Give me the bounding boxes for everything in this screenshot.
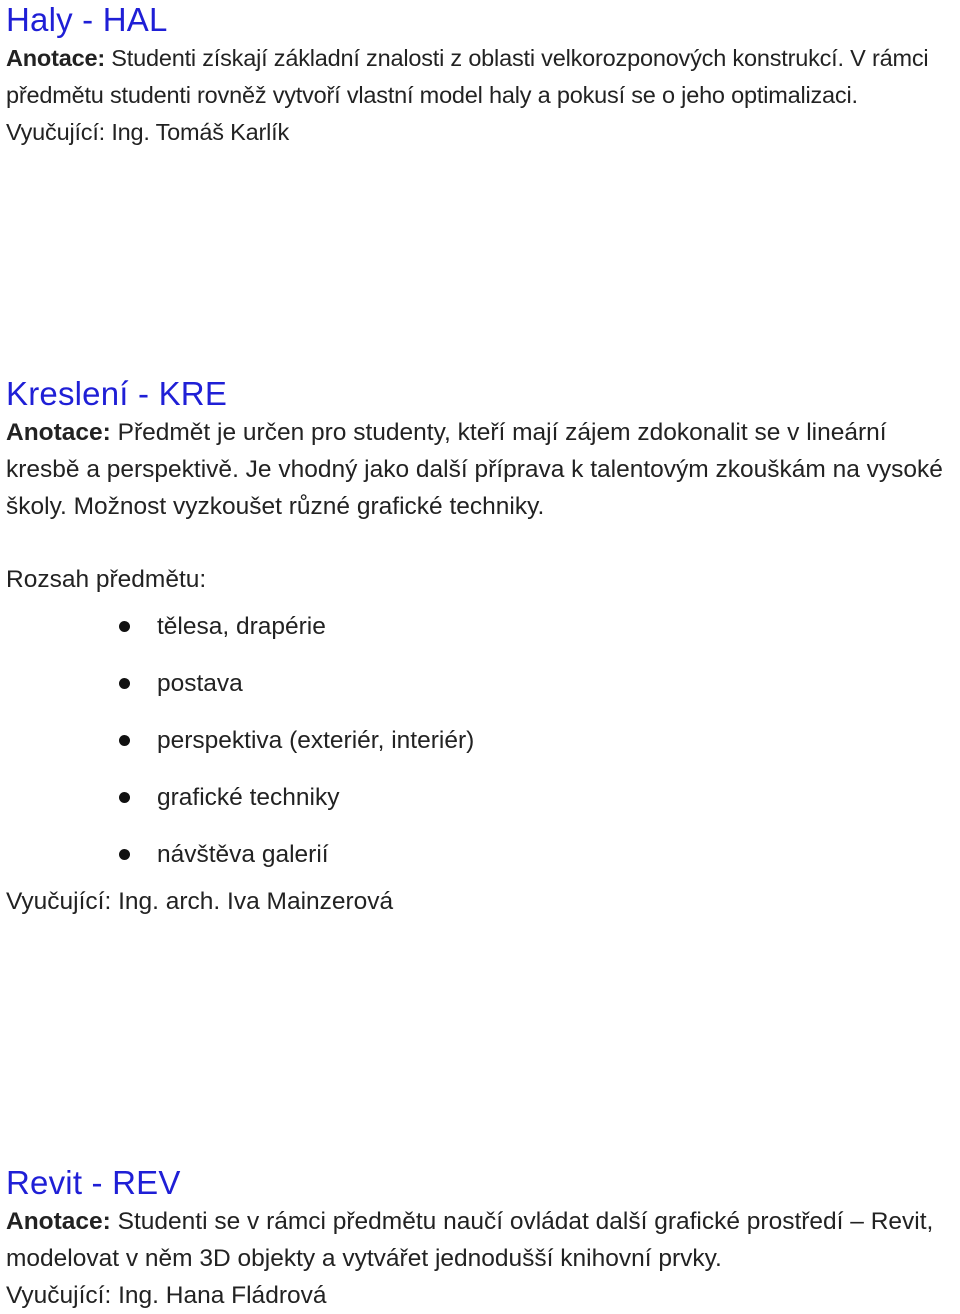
section-rev [6, 1163, 956, 1314]
scope-label: Rozsah předmětu: [6, 566, 207, 593]
teacher-hal: Vyučující: Ing. Tomáš Karlík [6, 119, 290, 145]
list-item [6, 769, 956, 826]
annotation-text: Studenti se v rámci předmětu naučí ovládat další grafické prostředí – Revit, modelovat v něm 3D objekty a vytvářet jednodušší knihovní prvky. [6, 1208, 934, 1272]
teacher-kre: Vyučující: Ing. arch. Iva Mainzerová [6, 888, 394, 915]
list-item-text: návštěva galerií [157, 841, 329, 868]
bullet-icon [119, 678, 130, 689]
scope-list [6, 598, 956, 883]
list-item [6, 655, 956, 712]
annotation-hal [6, 40, 956, 114]
annotation-kre [6, 414, 956, 525]
list-item [6, 826, 956, 883]
section-hal [6, 0, 956, 151]
annotation-label: Anotace: [6, 1208, 111, 1235]
annotation-label: Anotace: [6, 45, 105, 71]
section-title-rev: Revit - REV [6, 1164, 181, 1201]
section-title-hal: Haly - HAL [6, 1, 168, 38]
bullet-icon [119, 792, 130, 803]
bullet-icon [119, 621, 130, 632]
list-item-text: grafické techniky [157, 784, 340, 811]
bullet-icon [119, 849, 130, 860]
list-item-text: perspektiva (exteriér, interiér) [157, 727, 475, 754]
teacher-rev: Vyučující: Ing. Hana Fládrová [6, 1282, 327, 1309]
annotation-text: Studenti získají základní znalosti z oblasti velkorozponových konstrukcí. V rámci předmětu studenti rovněž vytvoří vlastní model haly a pokusí se o jeho optimalizaci. [6, 45, 929, 108]
list-item [6, 598, 956, 655]
section-kre [6, 374, 956, 920]
bullet-icon [119, 735, 130, 746]
annotation-text: Předmět je určen pro studenty, kteří mají zájem zdokonalit se v lineární kresbě a perspektivě. Je vhodný jako další příprava k talentovým zkouškám na vysoké školy. Možnost vyzkoušet různé grafické techniky. [6, 419, 943, 520]
list-item-text: postava [157, 670, 243, 697]
list-item-text: tělesa, drapérie [157, 613, 326, 640]
list-item [6, 712, 956, 769]
section-title-kre: Kreslení - KRE [6, 375, 228, 412]
annotation-label: Anotace: [6, 419, 111, 446]
annotation-rev [6, 1203, 956, 1277]
